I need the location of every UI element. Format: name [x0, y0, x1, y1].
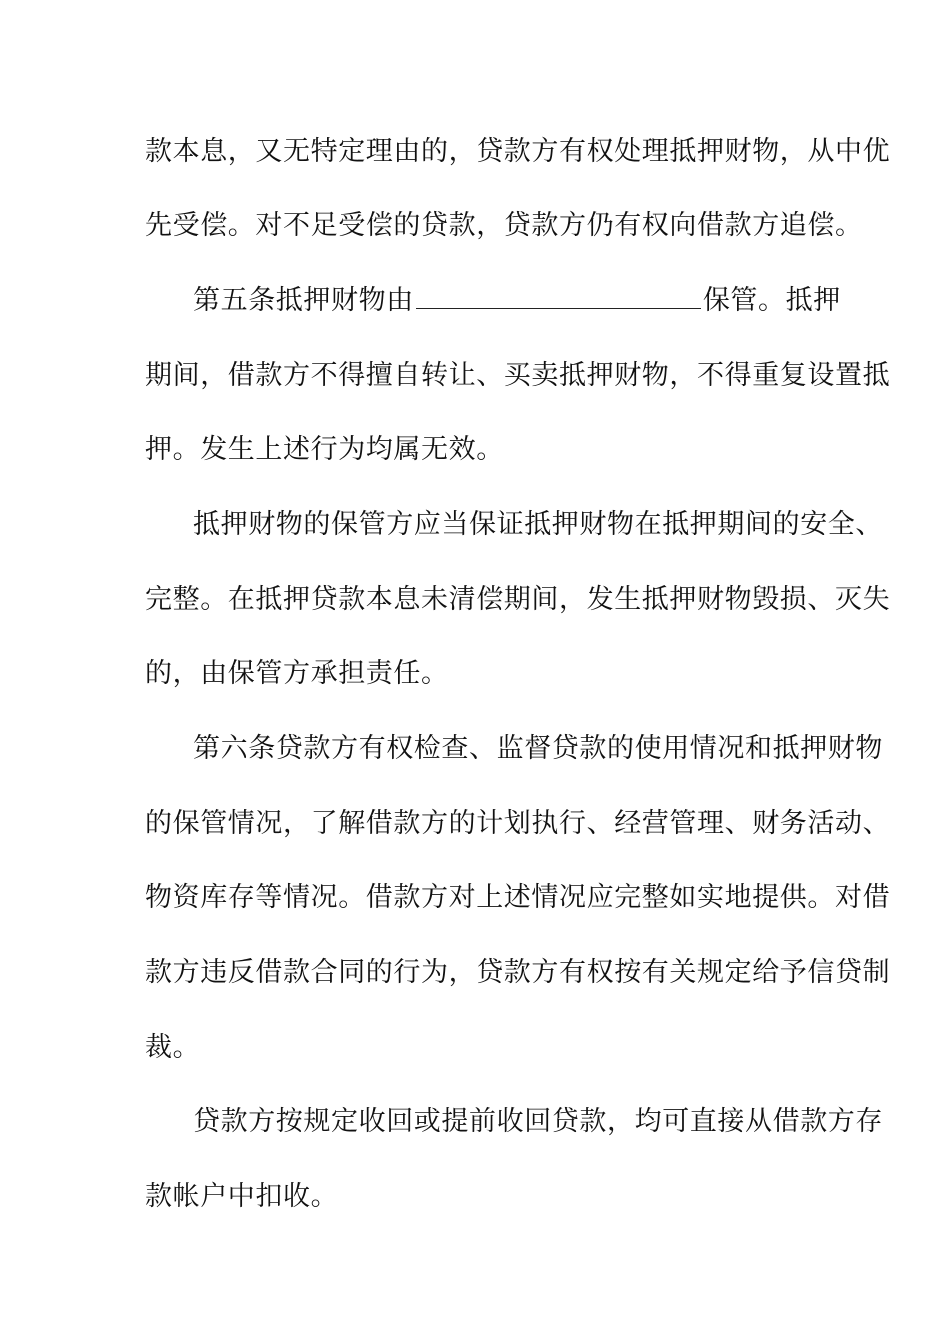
- text-line: 物资库存等情况。借款方对上述情况应完整如实地提供。对借: [145, 882, 891, 913]
- text-line: 的保管情况，了解借款方的计划执行、经营管理、财务活动、: [145, 808, 891, 839]
- text-line: 期间，借款方不得擅自转让、买卖抵押财物，不得重复设置抵: [145, 360, 891, 391]
- clause-5-line: [193, 281, 841, 321]
- text-line: 的，由保管方承担责任。: [145, 658, 449, 689]
- paragraph-start-line: 贷款方按规定收回或提前收回贷款，均可直接从借款方存: [193, 1106, 883, 1137]
- text-line: 款帐户中扣收。: [145, 1181, 339, 1212]
- text-line: 完整。在抵押贷款本息未清偿期间，发生抵押财物毁损、灭失: [145, 584, 891, 615]
- text-line: 裁。: [145, 1032, 201, 1063]
- paragraph-start-line: 抵押财物的保管方应当保证抵押财物在抵押期间的安全、: [193, 509, 883, 540]
- text-line: 款本息，又无特定理由的，贷款方有权处理抵押财物，从中优: [145, 136, 891, 167]
- text-line: 先受偿。对不足受偿的贷款，贷款方仍有权向借款方追偿。: [145, 210, 863, 241]
- text-line: 押。发生上述行为均属无效。: [145, 434, 504, 465]
- clause-5-suffix: 保管。抵押: [702, 285, 841, 316]
- clause-5-prefix: 第五条抵押财物由: [193, 285, 414, 316]
- text-line: 款方违反借款合同的行为，贷款方有权按有关规定给予信贷制: [145, 957, 891, 988]
- fill-in-blank: [416, 282, 701, 309]
- paragraph-start-line: 第六条贷款方有权检查、监督贷款的使用情况和抵押财物: [193, 733, 883, 764]
